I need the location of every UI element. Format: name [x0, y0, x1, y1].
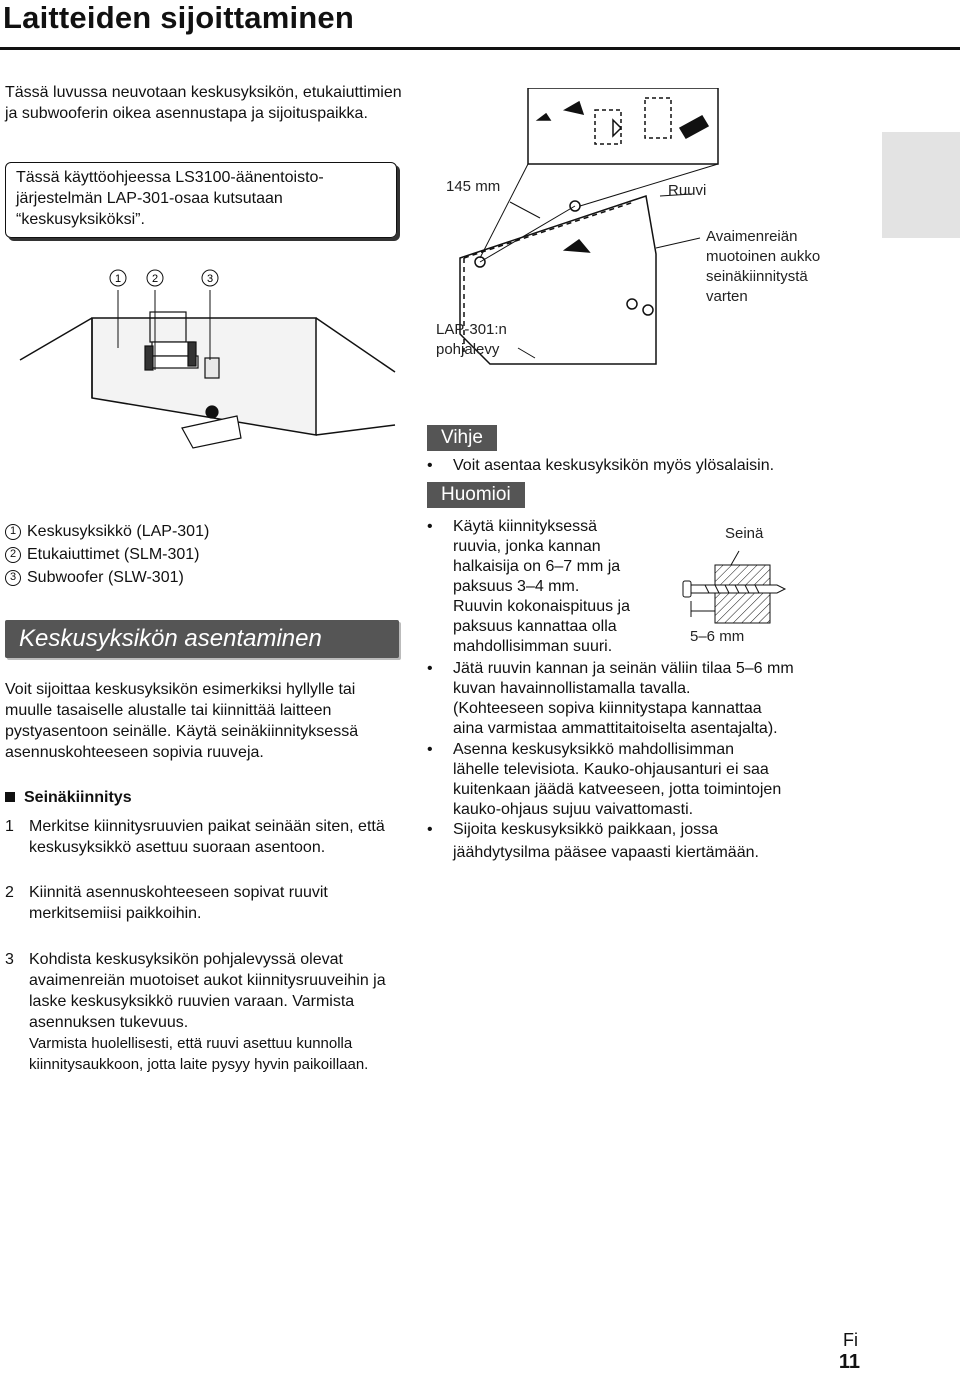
square-bullet-icon — [5, 792, 15, 802]
legend-label: Subwoofer (SLW-301) — [27, 569, 184, 586]
step-text: Kiinnitä asennuskohteeseen sopivat ruuvit merkitsemiisi paikkoihin. — [29, 884, 328, 922]
section-heading: Keskusyksikön asentaminen — [5, 620, 399, 658]
step-text: Merkitse kiinnitysruuvien paikat seinään siten, että keskusyksikkö asettuu suoraan asentoon. — [29, 818, 385, 856]
legend-label: Etukaiuttimet (SLM-301) — [27, 546, 200, 563]
keyhole-label — [706, 227, 820, 307]
room-diagram — [0, 260, 410, 460]
step-text: Kohdista keskusyksikön pohjalevyssä olevat avaimenreiän muotoiset aukot kiinnitysruuveihin ja laske keskusyksikkö ruuvien varaan. Varmista asennuksen tukevuus. — [29, 951, 386, 1031]
step-extra: Varmista huolellisesti, että ruuvi asettuu kunnolla kiinnitysaukkoon, jotta laite pysyy hyvin paikoillaan. — [29, 1035, 369, 1073]
step-2 — [5, 882, 409, 924]
step-number: 3 — [5, 951, 14, 968]
text-line: Sijoita keskusyksikkö paikkaan, jossa — [453, 821, 719, 838]
page-title: Laitteiden sijoittaminen — [3, 0, 355, 35]
text-line: lähelle televisiota. Kauko-ohjausanturi ei saa — [453, 761, 769, 778]
gap-label: 5–6 mm — [690, 628, 745, 645]
side-tab — [882, 132, 960, 238]
step-number: 1 — [5, 818, 14, 835]
step-text-block — [29, 949, 409, 1075]
marker-3 — [202, 270, 218, 286]
text-line: Asenna keskusyksikkö mahdollisimman — [453, 741, 734, 758]
legend-item — [5, 543, 209, 566]
caution-item-4 — [427, 820, 759, 863]
text-line: paksuus 3–4 mm. — [453, 578, 580, 595]
caution-item-3 — [427, 740, 781, 820]
keyhole-line: muotoinen aukko — [706, 248, 821, 265]
bullet-icon: • — [427, 457, 433, 474]
note-box — [5, 162, 397, 238]
tip-item — [427, 456, 774, 476]
tip-label: Vihje — [427, 425, 497, 451]
caution-label: Huomioi — [427, 482, 525, 508]
caution-text — [453, 659, 794, 739]
caution-item-1 — [427, 517, 630, 657]
note-text: Tässä käyttöohjeessa LS3100-äänentoistojärjestelmän LAP-301-osaa kutsutaan “keskusyksiköksi”. — [16, 169, 324, 228]
bullet-icon: • — [427, 518, 433, 535]
bullet-icon: • — [427, 660, 433, 677]
step-3 — [5, 949, 409, 1075]
text-line: mahdollisimman suuri. — [453, 638, 613, 655]
gap-dimension — [691, 601, 715, 617]
page-number: 11 — [838, 1351, 860, 1373]
keyhole-line: varten — [706, 288, 748, 305]
base-line: pohjalevy — [436, 341, 500, 358]
caution-text — [453, 740, 781, 820]
keyhole-line: Avaimenreiän — [706, 228, 798, 245]
text-line: kuvan havainnollistamalla tavalla. — [453, 680, 691, 697]
bullet-icon: • — [427, 741, 433, 758]
base-label — [436, 320, 507, 360]
legend — [5, 520, 209, 589]
legend-number: 1 — [5, 524, 21, 540]
text-line: jäähdytysilma pääsee vapaasti kiertämään. — [453, 844, 759, 861]
legend-item — [5, 520, 209, 543]
text-line: Ruuvin kokonaispituus ja — [453, 598, 630, 615]
zoom-box — [528, 88, 718, 164]
svg-text:3: 3 — [206, 273, 214, 285]
screw-figure — [675, 545, 795, 625]
distance-label: 145 mm — [446, 178, 501, 195]
legend-number: 2 — [5, 547, 21, 563]
text-line: kauko-ohjaus sujuu vaivattomasti. — [453, 801, 694, 818]
wall-hatch — [715, 565, 770, 623]
title-rule — [0, 47, 960, 50]
legend-number: 3 — [5, 570, 21, 586]
legend-label: Keskusyksikkö (LAP-301) — [27, 523, 210, 540]
text-line: Käytä kiinnityksessä — [453, 518, 598, 535]
legend-item — [5, 566, 209, 589]
page-language: Fi — [843, 1330, 858, 1350]
section-paragraph: Voit sijoittaa keskusyksikön esimerkiksi hyllylle tai muulle tasaiselle alustalle tai kiinnittää laitteen pystyasentoon seinälle. Käytä seinäkiinnityksessä asennuskohteeseen sopivia ruuveja. — [5, 681, 359, 761]
text-line: kuitenkaan jäädä katveeseen, jotta toimintojen — [453, 781, 782, 798]
caution-item-2 — [427, 659, 794, 739]
text-line: (Kohteeseen sopiva kiinnitystapa kannattaa — [453, 700, 762, 717]
text-line: ruuvia, jonka kannan — [453, 538, 601, 555]
wall-leader — [731, 551, 739, 565]
text-line: halkaisija on 6–7 mm ja — [453, 558, 621, 575]
text-line: Jätä ruuvin kannan ja seinän väliin tilaa 5–6 mm — [453, 660, 794, 677]
wall-label: Seinä — [725, 525, 764, 542]
base-line: LAP-301:n — [436, 321, 507, 338]
caution-text — [453, 820, 759, 863]
marker-2 — [147, 270, 163, 286]
text-line: aina varmistaa ammattitaitoiselta asentajalta). — [453, 720, 778, 737]
marker-1 — [110, 270, 126, 286]
step-number: 2 — [5, 884, 14, 901]
tip-text: Voit asentaa keskusyksikön myös ylösalaisin. — [453, 457, 775, 474]
keyhole-line: seinäkiinnitystä — [706, 268, 808, 285]
subheading-text: Seinäkiinnitys — [24, 789, 132, 806]
svg-text:2: 2 — [151, 273, 159, 285]
svg-text:1: 1 — [114, 273, 122, 285]
bullet-icon: • — [427, 821, 433, 838]
subheading — [5, 789, 132, 807]
text-line: paksuus kannattaa olla — [453, 618, 617, 635]
screw-label: Ruuvi — [668, 182, 707, 199]
intro-text: Tässä luvussa neuvotaan keskusyksikön, etukaiuttimien ja subwooferin oikea asennustapa ja sijoituspaikka. — [5, 84, 402, 122]
step-1 — [5, 816, 409, 858]
caution-text — [453, 517, 630, 657]
